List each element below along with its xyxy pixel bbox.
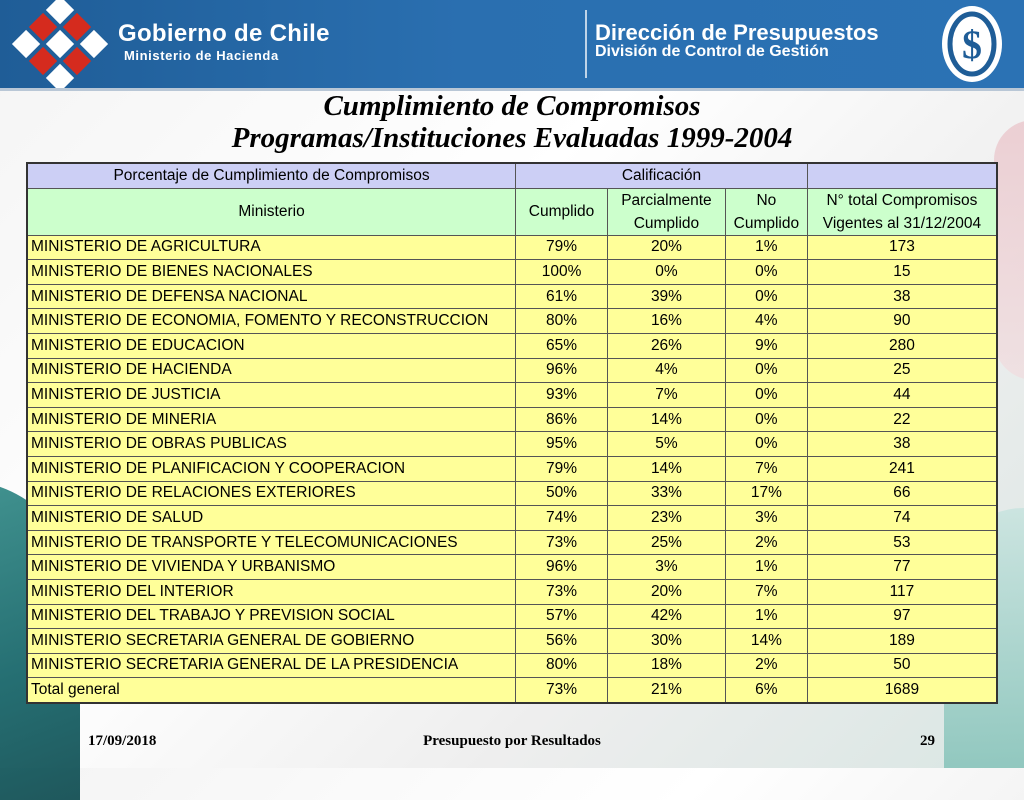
- cell-parcial: 4%: [608, 358, 726, 383]
- cell-no-cumplido: 7%: [725, 456, 807, 481]
- cell-no-cumplido: 6%: [725, 678, 807, 703]
- footer-date: 17/09/2018: [88, 733, 157, 749]
- cell-cumplido: 57%: [516, 604, 608, 629]
- col-no-line-2: Cumplido: [733, 214, 800, 232]
- cell-ministerio: MINISTERIO DEL TRABAJO Y PREVISION SOCIAL: [27, 604, 516, 629]
- cell-parcial: 14%: [608, 407, 726, 432]
- table-row: [27, 358, 997, 383]
- slide-title-line-2: Programas/Instituciones Evaluadas 1999-2004: [231, 122, 793, 154]
- cell-total: 241: [807, 456, 997, 481]
- col-parcialmente-cumplido: [608, 188, 726, 235]
- cell-cumplido: 74%: [516, 506, 608, 531]
- gobierno-chile-star-logo: [4, 0, 108, 88]
- cell-no-cumplido: 0%: [725, 407, 807, 432]
- cell-ministerio: MINISTERIO DE ECONOMIA, FOMENTO Y RECONSTRUCCION: [27, 309, 516, 334]
- cell-parcial: 0%: [608, 260, 726, 285]
- cell-cumplido: 79%: [516, 456, 608, 481]
- footer-page-number: 29: [920, 733, 935, 749]
- cell-parcial: 7%: [608, 383, 726, 408]
- cell-total: 44: [807, 383, 997, 408]
- table-row: [27, 333, 997, 358]
- cell-cumplido: 56%: [516, 629, 608, 654]
- cell-parcial: 23%: [608, 506, 726, 531]
- cell-total: 15: [807, 260, 997, 285]
- cell-cumplido: 100%: [516, 260, 608, 285]
- col-cumplido: Cumplido: [516, 188, 608, 235]
- cell-ministerio: Total general: [27, 678, 516, 703]
- cell-cumplido: 96%: [516, 555, 608, 580]
- table-top-header: [27, 163, 997, 188]
- compliance-table: [26, 162, 998, 704]
- cell-total: 38: [807, 284, 997, 309]
- cell-total: 77: [807, 555, 997, 580]
- cell-total: 117: [807, 579, 997, 604]
- cell-no-cumplido: 2%: [725, 653, 807, 678]
- cell-parcial: 30%: [608, 629, 726, 654]
- cell-cumplido: 86%: [516, 407, 608, 432]
- cell-no-cumplido: 3%: [725, 506, 807, 531]
- cell-parcial: 42%: [608, 604, 726, 629]
- cell-cumplido: 80%: [516, 653, 608, 678]
- cell-parcial: 20%: [608, 579, 726, 604]
- cell-total: 90: [807, 309, 997, 334]
- cell-no-cumplido: 1%: [725, 555, 807, 580]
- col-no-cumplido: [725, 188, 807, 235]
- cell-no-cumplido: 0%: [725, 383, 807, 408]
- cell-parcial: 3%: [608, 555, 726, 580]
- cell-total: 189: [807, 629, 997, 654]
- cell-ministerio: MINISTERIO DE PLANIFICACION Y COOPERACION: [27, 456, 516, 481]
- table-row: [27, 604, 997, 629]
- header-empty: [807, 163, 997, 188]
- table-column-header: [27, 188, 997, 235]
- table-row: [27, 555, 997, 580]
- cell-parcial: 20%: [608, 235, 726, 260]
- cell-no-cumplido: 2%: [725, 530, 807, 555]
- cell-cumplido: 96%: [516, 358, 608, 383]
- cell-no-cumplido: 9%: [725, 333, 807, 358]
- cell-ministerio: MINISTERIO DE HACIENDA: [27, 358, 516, 383]
- cell-cumplido: 73%: [516, 579, 608, 604]
- cell-total: 97: [807, 604, 997, 629]
- header-porcentaje: Porcentaje de Cumplimiento de Compromisos: [27, 163, 516, 188]
- slide-footer: [0, 733, 1024, 753]
- cell-parcial: 16%: [608, 309, 726, 334]
- table-row: [27, 456, 997, 481]
- cell-no-cumplido: 0%: [725, 358, 807, 383]
- cell-cumplido: 61%: [516, 284, 608, 309]
- col-ministerio: Ministerio: [27, 188, 516, 235]
- cell-ministerio: MINISTERIO DE BIENES NACIONALES: [27, 260, 516, 285]
- cell-total: 38: [807, 432, 997, 457]
- cell-total: 280: [807, 333, 997, 358]
- table-row: [27, 506, 997, 531]
- cell-total: 25: [807, 358, 997, 383]
- cell-cumplido: 50%: [516, 481, 608, 506]
- table-row: [27, 309, 997, 334]
- svg-text:$: $: [962, 22, 982, 67]
- cell-total: 1689: [807, 678, 997, 703]
- cell-parcial: 25%: [608, 530, 726, 555]
- cell-no-cumplido: 0%: [725, 432, 807, 457]
- cell-total: 66: [807, 481, 997, 506]
- cell-ministerio: MINISTERIO DE DEFENSA NACIONAL: [27, 284, 516, 309]
- table-row: [27, 530, 997, 555]
- table-row: [27, 432, 997, 457]
- direccion-title: Dirección de Presupuestos: [595, 20, 879, 45]
- cell-no-cumplido: 1%: [725, 235, 807, 260]
- slide-title: [0, 90, 1024, 154]
- cell-cumplido: 73%: [516, 530, 608, 555]
- cell-no-cumplido: 7%: [725, 579, 807, 604]
- table-row: [27, 235, 997, 260]
- table-row: [27, 260, 997, 285]
- cell-parcial: 5%: [608, 432, 726, 457]
- slide-header: [0, 0, 1024, 91]
- direccion-subtitle: División de Control de Gestión: [595, 43, 829, 60]
- cell-ministerio: MINISTERIO DE VIVIENDA Y URBANISMO: [27, 555, 516, 580]
- footer-title: Presupuesto por Resultados: [423, 733, 601, 749]
- cell-no-cumplido: 0%: [725, 284, 807, 309]
- cell-total: 53: [807, 530, 997, 555]
- cell-cumplido: 79%: [516, 235, 608, 260]
- cell-ministerio: MINISTERIO DE TRANSPORTE Y TELECOMUNICACIONES: [27, 530, 516, 555]
- gobierno-subtitle: Ministerio de Hacienda: [124, 48, 279, 63]
- cell-parcial: 21%: [608, 678, 726, 703]
- col-no-line-1: No: [756, 191, 777, 209]
- cell-ministerio: MINISTERIO DE SALUD: [27, 506, 516, 531]
- col-total-line-1: N° total Compromisos: [826, 191, 978, 209]
- table-row: [27, 678, 997, 703]
- table-body: [27, 235, 997, 703]
- col-total-compromisos: [807, 188, 997, 235]
- table-row: [27, 481, 997, 506]
- cell-cumplido: 65%: [516, 333, 608, 358]
- cell-cumplido: 80%: [516, 309, 608, 334]
- cell-ministerio: MINISTERIO DE MINERIA: [27, 407, 516, 432]
- table-row: [27, 653, 997, 678]
- cell-total: 22: [807, 407, 997, 432]
- gobierno-title: Gobierno de Chile: [118, 20, 330, 47]
- cell-ministerio: MINISTERIO DE AGRICULTURA: [27, 235, 516, 260]
- table-row: [27, 383, 997, 408]
- cell-cumplido: 73%: [516, 678, 608, 703]
- header-calificacion: Calificación: [516, 163, 808, 188]
- table-row: [27, 629, 997, 654]
- cell-parcial: 26%: [608, 333, 726, 358]
- cell-ministerio: MINISTERIO DEL INTERIOR: [27, 579, 516, 604]
- cell-parcial: 33%: [608, 481, 726, 506]
- cell-ministerio: MINISTERIO DE OBRAS PUBLICAS: [27, 432, 516, 457]
- cell-ministerio: MINISTERIO SECRETARIA GENERAL DE LA PRESIDENCIA: [27, 653, 516, 678]
- table-row: [27, 579, 997, 604]
- cell-parcial: 39%: [608, 284, 726, 309]
- cell-no-cumplido: 17%: [725, 481, 807, 506]
- cell-ministerio: MINISTERIO DE JUSTICIA: [27, 383, 516, 408]
- cell-cumplido: 93%: [516, 383, 608, 408]
- slide-title-line-1: Cumplimiento de Compromisos: [323, 90, 701, 122]
- table-row: [27, 407, 997, 432]
- cell-parcial: 18%: [608, 653, 726, 678]
- cell-total: 50: [807, 653, 997, 678]
- cell-parcial: 14%: [608, 456, 726, 481]
- col-parcial-line-2: Cumplido: [633, 214, 700, 232]
- header-divider: [585, 10, 587, 78]
- cell-no-cumplido: 1%: [725, 604, 807, 629]
- cell-no-cumplido: 14%: [725, 629, 807, 654]
- cell-total: 173: [807, 235, 997, 260]
- cell-no-cumplido: 0%: [725, 260, 807, 285]
- cell-ministerio: MINISTERIO DE RELACIONES EXTERIORES: [27, 481, 516, 506]
- dipres-logo-icon: [930, 2, 1014, 86]
- cell-ministerio: MINISTERIO SECRETARIA GENERAL DE GOBIERNO: [27, 629, 516, 654]
- col-parcial-line-1: Parcialmente: [621, 191, 712, 209]
- cell-total: 74: [807, 506, 997, 531]
- table-row: [27, 284, 997, 309]
- col-total-line-2: Vigentes al 31/12/2004: [822, 214, 982, 232]
- cell-ministerio: MINISTERIO DE EDUCACION: [27, 333, 516, 358]
- background-swoosh-right: [994, 120, 1024, 380]
- cell-cumplido: 95%: [516, 432, 608, 457]
- cell-no-cumplido: 4%: [725, 309, 807, 334]
